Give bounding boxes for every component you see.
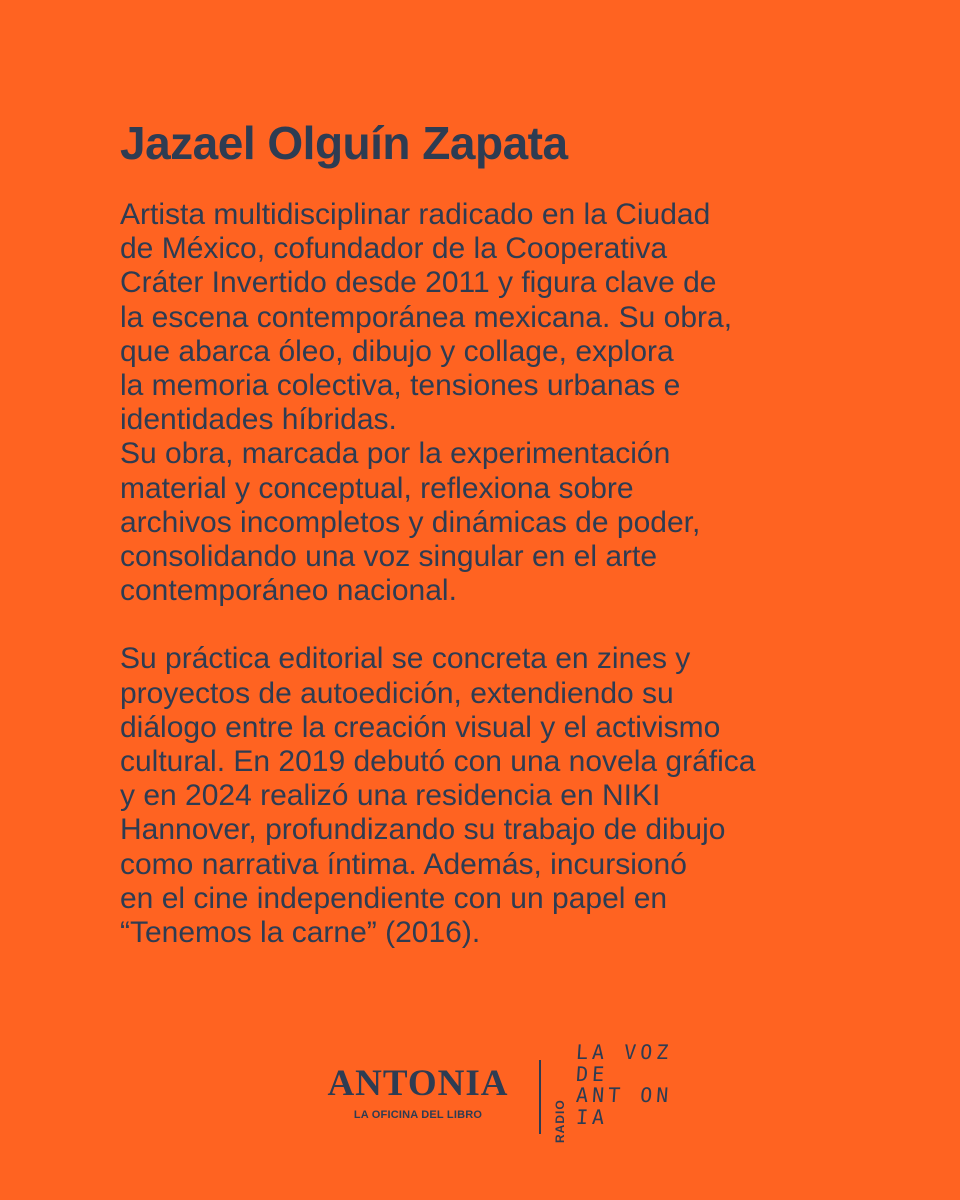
bio-line: y en 2024 realizó una residencia en NIKI [120,779,661,813]
bio-line: la escena contemporánea mexicana. Su obra, [120,300,733,334]
bio-line: material y conceptual, reflexiona sobre [120,471,634,505]
bio-line: la memoria colectiva, tensiones urbanas e [120,369,681,403]
bio-line: Su práctica editorial se concreta en zines y [120,642,691,676]
bio-card [120,112,900,950]
la-voz-de-antonia-wordmark [576,1042,672,1128]
bio-line: que abarca óleo, dibujo y collage, explora [120,334,674,368]
voz-line: LA VOZ [575,1040,674,1064]
bio-line: consolidando una voz singular en el arte [120,540,658,574]
logo-divider [539,1060,541,1134]
bio-line: contemporáneo nacional. [120,574,457,608]
bio-line: Su obra, marcada por la experimentación [120,437,671,471]
bio-line: diálogo entre la creación visual y el activismo [120,710,721,744]
bio-line: Hannover, profundizando su trabajo de dibujo [120,813,726,847]
antonia-tagline: LA OFICINA DEL LIBRO [353,1109,483,1121]
paragraph-gap [120,608,900,642]
page-title: Jazael Olguín Zapata [120,117,568,169]
bio-line: de México, cofundador de la Cooperativa [120,232,668,266]
bio-line: en el cine independiente con un papel en [120,881,668,915]
antonia-wordmark: ANTONIA [327,1063,509,1104]
bio-line: proyectos de autoedición, extendiendo su [120,676,674,710]
bio-text [120,198,900,950]
bio-line: “Tenemos la carne” (2016). [120,916,481,950]
bio-line: Cráter Invertido desde 2011 y figura clave de [120,266,717,300]
bio-paragraph-1 [120,198,900,608]
footer-logos [0,1040,960,1150]
voz-line: ANT ON [575,1083,674,1107]
bio-line: identidades híbridas. [120,403,397,437]
voz-line: DE [575,1061,609,1086]
bio-line: como narrativa íntima. Además, incursionó [120,847,687,881]
bio-paragraph-2 [120,642,900,950]
bio-line: cultural. En 2019 debutó con una novela gráfica [120,745,756,779]
antonia-logo [310,1064,526,1123]
radio-label: RADIO [553,1099,567,1143]
bio-line: Artista multidisciplinar radicado en la Ciudad [120,198,711,231]
bio-line: archivos incompletos y dinámicas de poder, [120,505,701,539]
voz-line: IA [575,1104,609,1129]
